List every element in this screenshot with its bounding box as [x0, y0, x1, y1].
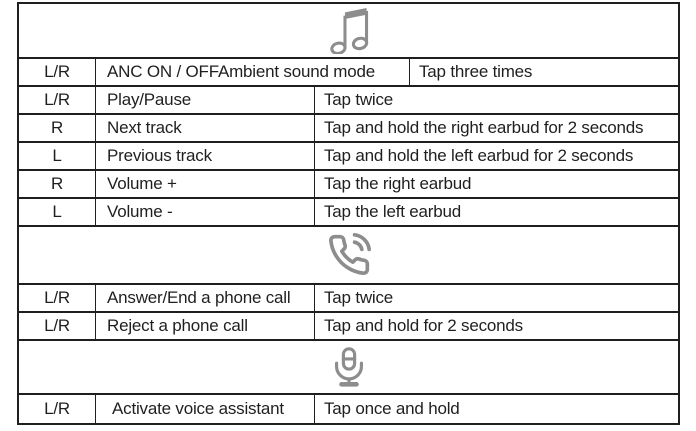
- earbud-cell: L/R: [19, 285, 96, 311]
- action-cell: Answer/End a phone call: [96, 285, 315, 311]
- table-row-next-track: [19, 115, 678, 143]
- action-cell: Play/Pause: [96, 87, 315, 113]
- voice-assistant-section-header-row: [19, 341, 678, 395]
- gesture-cell: Tap twice: [324, 288, 394, 307]
- music-note-icon: [327, 8, 371, 54]
- table-row-volume-up: [19, 171, 678, 199]
- action-cell: ANC ON / OFFAmbient sound mode: [96, 59, 410, 85]
- action-cell: Reject a phone call: [96, 313, 315, 339]
- gesture-cell: Tap the right earbud: [324, 174, 472, 193]
- action-cell: Next track: [96, 115, 315, 141]
- earbud-cell: L/R: [19, 395, 96, 423]
- gesture-cell: Tap three times: [419, 62, 533, 81]
- gesture-cell: Tap once and hold: [324, 399, 460, 418]
- table-row-answer-end-call: [19, 285, 678, 313]
- table-row-play-pause: [19, 87, 678, 115]
- gesture-cell: Tap and hold the right earbud for 2 seconds: [324, 118, 644, 137]
- earbud-cell: L: [19, 143, 96, 169]
- gesture-cell: Tap and hold for 2 seconds: [324, 316, 523, 335]
- action-cell: Activate voice assistant: [96, 395, 315, 423]
- table-row-anc: [19, 59, 678, 87]
- gesture-cell: Tap the left earbud: [324, 202, 462, 221]
- table-row-reject-call: [19, 313, 678, 341]
- earbud-cell: R: [19, 115, 96, 141]
- earbud-cell: L/R: [19, 59, 96, 85]
- earbud-cell: L/R: [19, 87, 96, 113]
- action-cell: Volume +: [96, 171, 315, 197]
- table-row-previous-track: [19, 143, 678, 171]
- touch-controls-table: [17, 2, 680, 425]
- microphone-icon: [328, 345, 370, 389]
- action-cell: Previous track: [96, 143, 315, 169]
- action-cell: Volume -: [96, 199, 315, 225]
- music-section-header-row: [19, 4, 678, 59]
- phone-call-icon: [324, 233, 374, 277]
- phone-section-header-row: [19, 227, 678, 285]
- gesture-cell: Tap twice: [324, 90, 394, 109]
- table-row-voice-assistant: [19, 395, 678, 423]
- earbud-cell: R: [19, 171, 96, 197]
- table-row-volume-down: [19, 199, 678, 227]
- earbud-cell: L/R: [19, 313, 96, 339]
- earbud-cell: L: [19, 199, 96, 225]
- gesture-cell: Tap and hold the left earbud for 2 seconds: [324, 146, 634, 165]
